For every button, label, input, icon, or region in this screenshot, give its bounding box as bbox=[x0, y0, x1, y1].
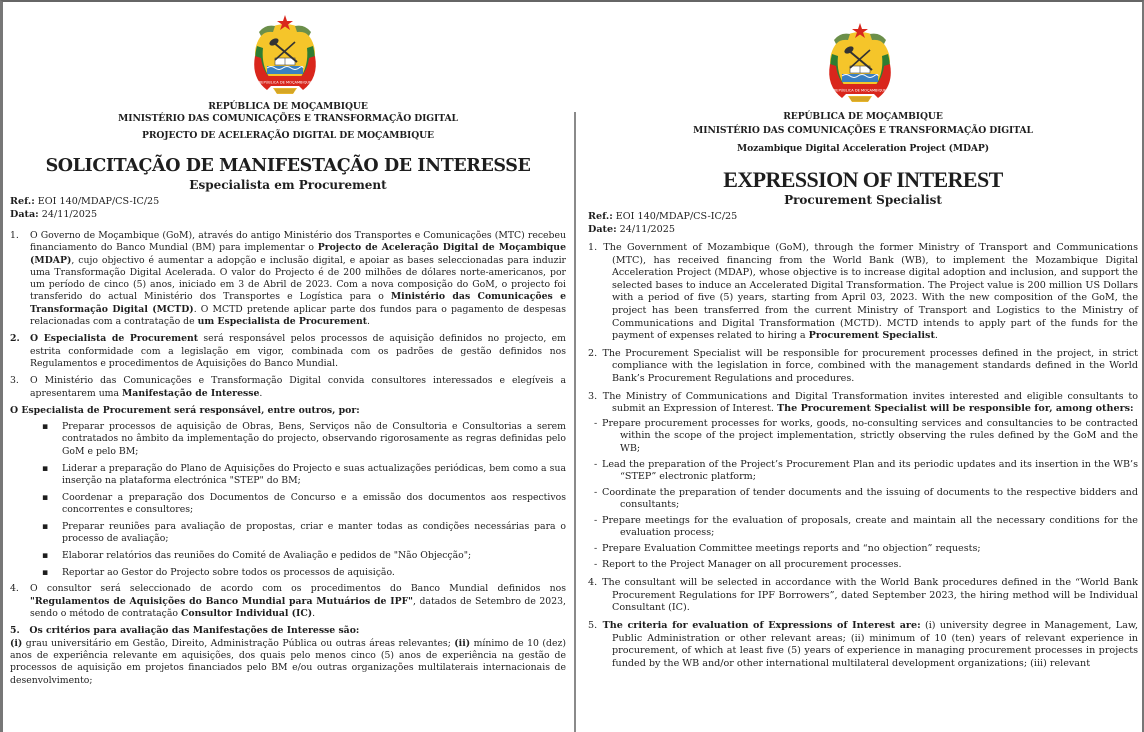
page-subtitle: Especialista em Procurement bbox=[189, 178, 387, 192]
text: , datados de Setembro de 2023, sendo o método de contratação bbox=[30, 595, 567, 620]
coat-of-arms-emblem bbox=[820, 20, 900, 106]
reference bbox=[588, 210, 737, 223]
header-project: PROJECTO DE ACELERAÇÃO DIGITAL DE MOÇAMBIQUE bbox=[142, 130, 434, 141]
list-item bbox=[588, 559, 1138, 572]
text-bold: Consultor Individual (IC) bbox=[180, 608, 313, 620]
paragraph-number: 4. bbox=[10, 583, 19, 595]
list-item-text: Elaborar relatórios das reuniões do Comité de Avaliação e pedidos de "Não Objecção"; bbox=[62, 549, 472, 561]
list-item-text: Coordenar a preparação dos Documentos de Concurso e a emissão dos documentos aos respectivos concorrentes e consultores; bbox=[62, 491, 566, 515]
paragraph-number: 2. bbox=[588, 347, 598, 359]
bullet-icon: ▪ bbox=[42, 549, 49, 561]
date-value: 24/11/2025 bbox=[616, 224, 675, 235]
header-ministry: MINISTÉRIO DAS COMUNICAÇÕES E TRANSFORMAÇÃO DIGITAL bbox=[693, 125, 1033, 136]
list-item bbox=[588, 487, 1138, 512]
bullet-icon: - bbox=[594, 458, 598, 470]
text-bold: Manifestação de Interesse bbox=[122, 387, 260, 399]
text: . bbox=[312, 608, 316, 620]
text-bold: The criteria for evaluation of Expressions of Interest are: bbox=[598, 620, 921, 632]
text: O Ministério das Comunicações e Transformação Digital convida consultores interessados e elegíveis a apresentarem uma bbox=[30, 375, 566, 399]
text-bold: um Especialista de Procurement bbox=[197, 316, 367, 328]
reference bbox=[10, 195, 159, 208]
text: mínimo de 10 (dez) anos de experiência relevante em aquisições, dos quais pelo menos cinco (5) anos de experiência na gestão de processos de aquisição em projetos financiados pelo BM e/ou outras organizações multilaterais internacionais de desenvolvimento; bbox=[10, 637, 567, 686]
text: The Procurement Specialist will be responsible for procurement processes defined in the project, in strict compliance with the legislation in force, combined with the management standards defined in the World Bank’s Procurement Regulations and procedures. bbox=[598, 347, 1138, 384]
paragraph-2 bbox=[10, 333, 566, 370]
paragraph-number: 3. bbox=[10, 375, 19, 387]
paragraph-number: 1. bbox=[588, 242, 598, 253]
coat-of-arms-emblem bbox=[245, 12, 325, 98]
bullet-icon: ▪ bbox=[42, 566, 49, 578]
paragraph-1 bbox=[588, 242, 1138, 343]
text: The Ministry of Communications and Digital Transformation invites interested and eligible consultants to submit an Expression of Interest. bbox=[598, 390, 1138, 415]
list-item bbox=[588, 515, 1138, 540]
paragraph-4 bbox=[10, 583, 566, 620]
header-ministry: MINISTÉRIO DAS COMUNICAÇÕES E TRANSFORMAÇÃO DIGITAL bbox=[118, 113, 458, 124]
responsibilities-list bbox=[588, 418, 1138, 572]
text: O Governo de Moçambique (GoM), através do antigo Ministério dos Transportes e Comunicações (MTC) recebeu financiamento do Banco Mundial (BM) para implementar o bbox=[30, 230, 566, 254]
text-bold: "Regulamentos de Aquisições do Banco Mundial para Mutuários de IPF" bbox=[30, 595, 414, 607]
list-item bbox=[10, 492, 566, 517]
list-item-text: Report to the Project Manager on all procurement processes. bbox=[602, 558, 902, 570]
text: . O MCTD pretende aplicar parte dos fundos para o pagamento de despesas relacionadas com a contratação de bbox=[30, 303, 566, 328]
text-bold: Projecto de Aceleração Digital de Moçambique (MDAP) bbox=[30, 242, 566, 266]
criterion-label: (ii) bbox=[454, 637, 471, 649]
svg-text:REPÚBLICA DE MOÇAMBIQUE: REPÚBLICA DE MOÇAMBIQUE bbox=[833, 88, 887, 93]
text: . bbox=[259, 387, 263, 399]
list-item bbox=[10, 567, 566, 579]
text: . bbox=[367, 316, 370, 328]
ref-value: EOI 140/MDAP/CS-IC/25 bbox=[34, 196, 160, 207]
page-subtitle: Procurement Specialist bbox=[784, 193, 942, 207]
paragraph-3 bbox=[10, 375, 566, 400]
text: O consultor será seleccionado de acordo com os procedimentos do Banco Mundial definidos nos bbox=[30, 583, 566, 595]
paragraph-number: 1. bbox=[10, 230, 19, 241]
list-item bbox=[10, 421, 566, 458]
text: (i) university degree in Management, Law, Public Administration or other relevant areas; (ii) minimum of 10 (ten) years of relevant experience in procurement, of which at least five (5) years of experience in managing procurement processes in projects funded by the WB and/or other international multilateral development organizations; (iii) relevant bbox=[612, 620, 1139, 669]
text: será responsável pelos processos de aquisição definidos no projecto, em estrita conformidade com a legislação em vigor, combinada com os padrões de gestão definidos nos Regulamentos e procedimentos de Aquisições do Banco Mundial. bbox=[30, 333, 566, 369]
list-item bbox=[588, 418, 1138, 456]
bullet-icon: - bbox=[594, 417, 598, 429]
list-item-text: Prepare Evaluation Committee meetings reports and “no objection” requests; bbox=[602, 543, 981, 555]
bullet-icon: - bbox=[594, 514, 598, 526]
bullet-icon: - bbox=[594, 558, 598, 570]
date-label: Data: bbox=[10, 209, 39, 220]
paragraph-number: 5. bbox=[588, 620, 598, 632]
date-label: Date: bbox=[588, 224, 617, 235]
text-bold: O Especialista de Procurement bbox=[30, 333, 199, 345]
text-bold: Procurement Specialist bbox=[808, 330, 935, 342]
bullet-icon: ▪ bbox=[42, 520, 49, 532]
list-item bbox=[10, 550, 566, 562]
bullet-icon: ▪ bbox=[42, 462, 49, 474]
paragraph-1 bbox=[10, 230, 566, 328]
paragraph-2 bbox=[588, 348, 1138, 386]
notice-body bbox=[10, 230, 566, 692]
ref-value: EOI 140/MDAP/CS-IC/25 bbox=[612, 211, 738, 222]
list-item-text: Prepare meetings for the evaluation of proposals, create and maintain all the necessary conditions for the evaluation process; bbox=[602, 514, 1138, 539]
paragraph-number: 3. bbox=[588, 390, 598, 402]
list-item bbox=[10, 521, 566, 546]
text: grau universitário em Gestão, Direito, Administração Pública ou outras áreas relevantes; bbox=[22, 637, 455, 649]
notice-body bbox=[588, 242, 1138, 675]
header-republic: REPÚBLICA DE MOÇAMBIQUE bbox=[783, 111, 943, 122]
paragraph-number: 2. bbox=[10, 333, 20, 345]
date bbox=[10, 208, 97, 221]
text: The consultant will be selected in accordance with the World Bank procedures defined in the “World Bank Procurement Regulations for IPF Borrowers”, dated September 2023, the hiring method will be Individual Consultant (IC). bbox=[598, 577, 1138, 614]
paragraph-3 bbox=[588, 391, 1138, 416]
header-project: Mozambique Digital Acceleration Project (MDAP) bbox=[737, 143, 989, 154]
paragraph-5 bbox=[588, 620, 1138, 670]
list-item bbox=[10, 463, 566, 488]
date bbox=[588, 223, 675, 236]
text-bold: The Procurement Specialist will be responsible for, among others: bbox=[777, 403, 1134, 415]
list-item-text: Coordinate the preparation of tender documents and the issuing of documents to the respective bidders and consultants; bbox=[602, 486, 1138, 511]
text-bold: Ministério das Comunicações e Transformação Digital (MCTD) bbox=[30, 291, 566, 315]
list-item bbox=[588, 543, 1138, 556]
list-item-text: Preparar processos de aquisição de Obras, Bens, Serviços não de Consultoria e Consultorias a serem contratados no âmbito da implementação do projecto, observando rigorosamente as regras definidas pelo GoM e pelo BM; bbox=[62, 421, 566, 457]
bullet-icon: ▪ bbox=[42, 421, 49, 433]
criteria-text bbox=[10, 638, 566, 687]
list-item-text: Preparar reuniões para avaliação de propostas, criar e manter todas as condições necessárias para o processo de avaliação; bbox=[62, 520, 566, 545]
ref-label: Ref.: bbox=[10, 196, 35, 207]
text: . bbox=[934, 330, 938, 342]
criterion-label: (i) bbox=[10, 637, 23, 649]
list-item-text: Lead the preparation of the Project’s Procurement Plan and its periodic updates and its insertion in the WB’s “STEP” electronic platform; bbox=[602, 458, 1138, 483]
header-republic: REPÚBLICA DE MOÇAMBIQUE bbox=[208, 101, 368, 112]
bullet-icon: ▪ bbox=[42, 491, 49, 503]
text: , cujo objectivo é aumentar a adopção e inclusão digital, e apoiar as bases seleccionadas para induzir uma Transformação Digital Acelerada. O valor do Projecto é de 200 milhões de dólares norte-americanos, por um período de cinco (5) anos, iniciado em 3 de Abril de 2023. Com a nova composição do GoM, o projecto foi transferido do actual Ministério dos Transportes e Logística para o bbox=[30, 254, 566, 303]
bullet-icon: - bbox=[594, 486, 598, 498]
responsibilities-lead: O Especialista de Procurement será responsável, entre outros, por: bbox=[10, 404, 360, 416]
text: The Government of Mozambique (GoM), through the former Ministry of Transport and Communications (MTC), has received financing from the World Bank (WB), to implement the Mozambique Digital Acceleration Project (MDAP), whose objective is to increase digital adoption and inclusion, and support the selected bases to induce an Accelerated Digital Transformation. The Project value is 200 million US Dollars with a period of five (5) years, starting from April 03, 2023. With the new composition of the GoM, the project has been transferred from the current Ministry of Transport and Logistics to the Ministry of Communications and Digital Transformation (MCTD). MCTD intends to apply part of the funds for the payment of expenses related to hiring a bbox=[598, 242, 1138, 342]
ref-label: Ref.: bbox=[588, 211, 613, 222]
paragraph-5 bbox=[10, 625, 566, 686]
list-item bbox=[588, 459, 1138, 484]
date-value: 24/11/2025 bbox=[38, 209, 98, 220]
criteria-heading: 5. Os critérios para avaliação das Manifestações de Interesse são: bbox=[10, 625, 360, 637]
svg-text:REPÚBLICA DE MOÇAMBIQUE: REPÚBLICA DE MOÇAMBIQUE bbox=[258, 80, 312, 85]
paragraph-4 bbox=[588, 577, 1138, 615]
list-item-text: Reportar ao Gestor do Projecto sobre todos os processos de aquisição. bbox=[62, 566, 395, 578]
page-title: EXPRESSION OF INTEREST bbox=[723, 167, 1003, 192]
page-title: SOLICITAÇÃO DE MANIFESTAÇÃO DE INTERESSE bbox=[45, 156, 531, 176]
paragraph-number: 4. bbox=[588, 577, 598, 589]
list-item-text: Liderar a preparação do Plano de Aquisições do Projecto e suas actualizações periódicas, bem como a sua inserção na plataforma electrónica "STEP" do BM; bbox=[62, 462, 566, 486]
bullet-icon: - bbox=[594, 543, 598, 555]
list-item-text: Prepare procurement processes for works, goods, no-consulting services and consultancies to be contracted within the scope of the project implementation, strictly observing the rules defined by the GoM and the WB; bbox=[602, 417, 1138, 454]
responsibilities-list bbox=[10, 421, 566, 579]
column-divider bbox=[574, 112, 576, 732]
